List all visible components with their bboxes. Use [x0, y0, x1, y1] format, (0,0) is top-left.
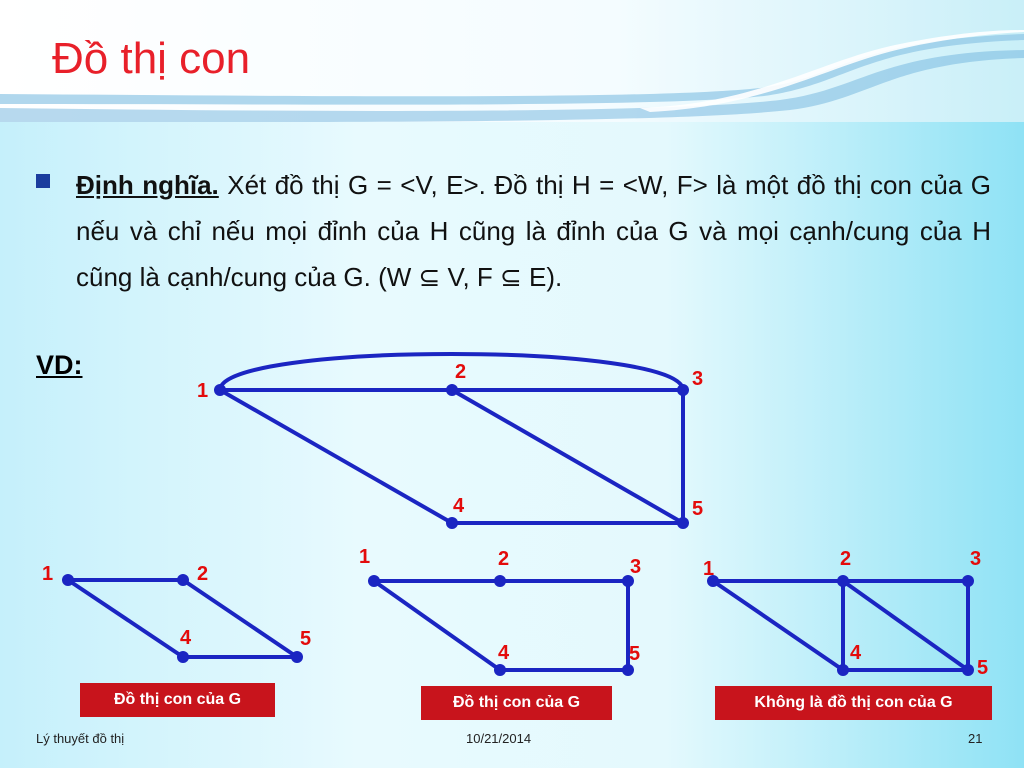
caption-subgraph-1: Đồ thị con của G	[80, 683, 275, 717]
graph-main-node-4	[446, 517, 458, 529]
graph-sub3-label-2: 2	[840, 548, 852, 570]
graph-main-label-4: 4	[453, 495, 465, 517]
example-label: VD:	[36, 350, 83, 380]
definition-body: Xét đồ thị G = <V, E>. Đồ thị H = <W, F> là một đồ thị con của G nếu và chỉ nếu mọi đỉnh của H cũng là đỉnh của G và mọi cạnh/cung của H cũng là cạnh/cung của G. (W ⊆ V, F ⊆ E).	[76, 170, 992, 292]
caption-not-subgraph: Không là đồ thị con của G	[715, 686, 992, 720]
graph-sub2-node-1	[368, 575, 380, 587]
graph-main-node-2	[446, 384, 458, 396]
graph-sub1-node-2	[177, 574, 189, 586]
graph-sub1-node-5	[291, 651, 303, 663]
graph-sub3-edge-2-5	[843, 581, 968, 670]
caption-subgraph-2: Đồ thị con của G	[421, 686, 612, 720]
footer-date: 10/21/2014	[466, 731, 532, 746]
graph-main-node-3	[677, 384, 689, 396]
graph-main-label-3: 3	[692, 368, 704, 390]
graph-sub3-label-5: 5	[977, 657, 989, 679]
graph-sub3-label-1: 1	[703, 558, 715, 580]
graph-sub2-edge-1-4	[374, 581, 500, 670]
graph-sub2-label-3: 3	[630, 556, 642, 578]
graph-main-label-2: 2	[455, 361, 467, 383]
graph-sub3-node-2	[837, 575, 849, 587]
graph-sub1-node-4	[177, 651, 189, 663]
graph-sub3-label-3: 3	[970, 548, 982, 570]
graph-sub1-label-1: 1	[42, 563, 54, 585]
graph-main-label-1: 1	[197, 380, 209, 402]
graph-sub2-label-1: 1	[359, 546, 371, 568]
graph-sub2-labels	[359, 546, 641, 665]
graph-sub1-label-4: 4	[180, 627, 192, 649]
graph-sub3-node-5	[962, 664, 974, 676]
definition-label: Định nghĩa.	[76, 170, 219, 200]
graph-sub2-node-4	[494, 664, 506, 676]
slide-title: Đồ thị con	[52, 34, 251, 83]
graph-sub2-label-2: 2	[498, 548, 510, 570]
graph-sub3-node-4	[837, 664, 849, 676]
graph-sub1-label-2: 2	[197, 563, 209, 585]
graph-sub1-label-5: 5	[300, 628, 312, 650]
graph-main-node-1	[214, 384, 226, 396]
graph-sub2-label-5: 5	[629, 643, 641, 665]
graph-sub3-node-3	[962, 575, 974, 587]
graph-main-label-5: 5	[692, 498, 704, 520]
graph-sub3-labels	[703, 548, 988, 679]
graph-sub2-label-4: 4	[498, 642, 510, 664]
footer-page-number: 21	[968, 731, 983, 746]
graph-main-edge-1-4	[220, 390, 452, 523]
footer-course-title: Lý thuyết đồ thị	[36, 731, 125, 746]
graph-sub1-node-1	[62, 574, 74, 586]
graph-sub1-edge-2-5	[183, 580, 297, 657]
graph-main-node-5	[677, 517, 689, 529]
graph-sub3-edge-1-4	[713, 581, 843, 670]
graph-sub2-node-2	[494, 575, 506, 587]
graph-sub2-node-5	[622, 664, 634, 676]
graph-sub1-edge-1-4	[68, 580, 183, 657]
graph-main-edges	[220, 354, 683, 523]
graph-main-edge-2-5	[452, 390, 683, 523]
graph-sub3-edges	[713, 581, 968, 670]
graph-sub3-label-4: 4	[850, 642, 862, 664]
